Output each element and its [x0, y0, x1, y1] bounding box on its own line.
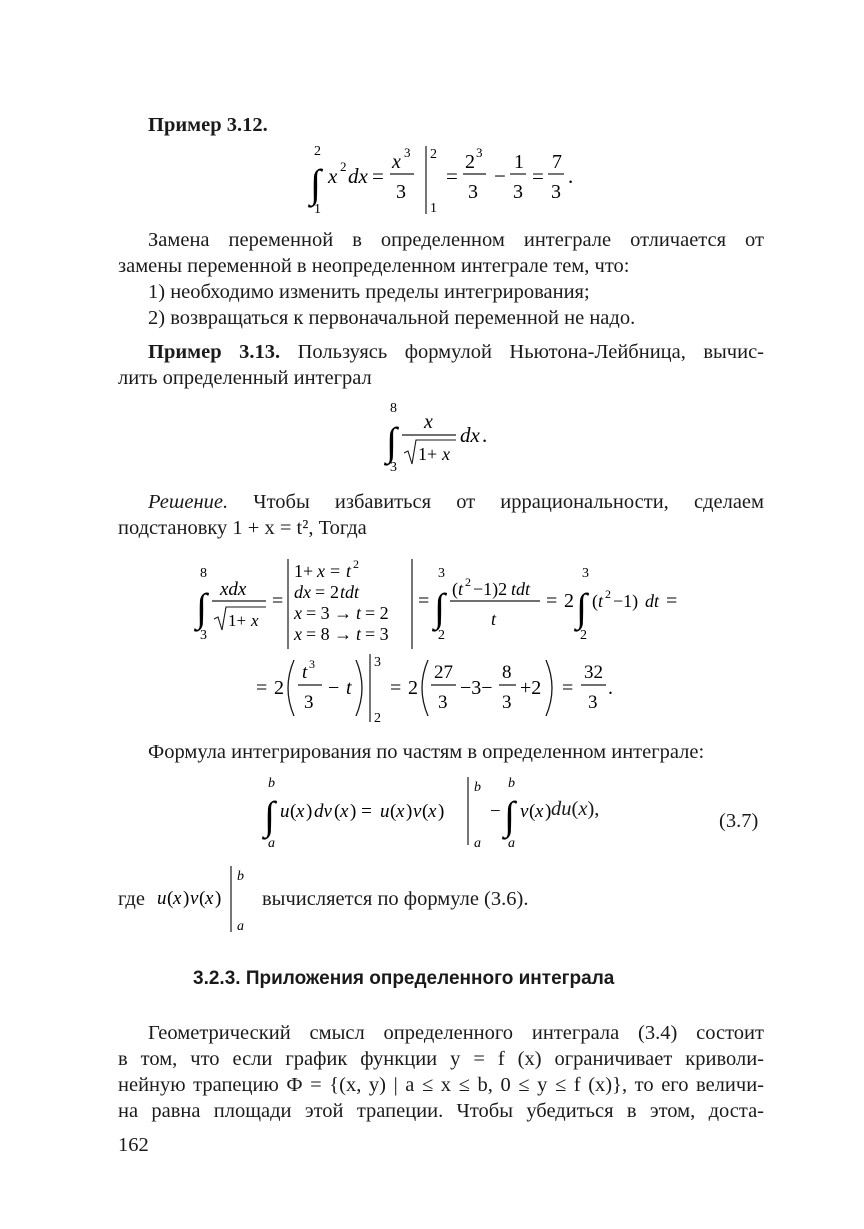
svg-text:x: x [294, 603, 302, 623]
svg-text:∫: ∫ [504, 793, 515, 838]
svg-text:=: = [390, 677, 402, 699]
svg-text:t: t [346, 561, 352, 581]
paragraph-last-line-3: нейную трапецию Ф = {(x, y) | a ≤ x ≤ b, 0 ≤ y ≤ f (x)}, то его величи- [118, 1074, 764, 1096]
svg-text:x: x [205, 888, 214, 909]
svg-text:3: 3 [396, 181, 406, 203]
list-item-2: 2) возвращаться к первоначальной переменной не надо. [148, 307, 636, 329]
svg-text:3: 3 [304, 692, 314, 713]
paragraph-last-line-1: Геометрический смысл определенного интеграла (3.4) состоит [148, 1022, 764, 1044]
svg-text:∫: ∫ [576, 585, 587, 630]
svg-text:2: 2 [580, 628, 587, 643]
svg-text:3: 3 [390, 460, 397, 475]
svg-text:x: x [396, 801, 405, 822]
where-tail: вычисляется по формуле (3.6). [262, 888, 529, 910]
svg-text:.: . [568, 164, 574, 188]
svg-text:1: 1 [430, 201, 437, 216]
svg-text:=: = [315, 582, 326, 602]
svg-text:v: v [520, 801, 529, 822]
svg-text:=: = [372, 164, 384, 188]
svg-text:2: 2 [438, 628, 445, 643]
svg-text:−: − [494, 164, 506, 188]
svg-text:3: 3 [551, 181, 561, 203]
formula-3-7-tail: du(x), [551, 798, 600, 820]
svg-text:27: 27 [434, 662, 453, 683]
svg-text:x: x [424, 411, 433, 433]
svg-text:2: 2 [465, 575, 471, 589]
svg-text:∫: ∫ [434, 585, 445, 630]
svg-text:8: 8 [200, 566, 207, 581]
svg-text:dx: dx [348, 164, 368, 188]
svg-text:): ) [406, 801, 413, 822]
svg-text:3: 3 [476, 145, 483, 160]
svg-text:−: − [490, 801, 501, 822]
equation-number-3-7: (3.7) [719, 810, 759, 832]
svg-text:2: 2 [408, 677, 418, 699]
svg-text:x: x [294, 624, 302, 644]
svg-text:2: 2 [564, 590, 574, 612]
where-word: где [118, 888, 145, 910]
example-3-13-text: Пользуясь формулой Ньютона-Лейбница, вычис- [280, 341, 765, 363]
svg-text:): ) [306, 801, 313, 822]
svg-text:−1)2: −1)2 [473, 579, 508, 599]
svg-text:= 3: = 3 [365, 624, 389, 644]
svg-text:u: u [157, 888, 167, 909]
svg-text:1: 1 [314, 202, 321, 217]
svg-text:−1): −1) [613, 591, 639, 611]
svg-text:x: x [251, 611, 259, 630]
svg-text:∫: ∫ [264, 793, 275, 838]
paragraph-last-line-2: в том, что если график функции y = f (x) ограничивает криволи- [118, 1048, 764, 1070]
svg-text:dt: dt [645, 591, 660, 611]
svg-text:b: b [474, 780, 481, 795]
svg-text:(: ( [452, 579, 458, 599]
svg-text:−3−: −3− [460, 677, 493, 699]
svg-text:t: t [346, 677, 352, 699]
svg-text:= 8 →: = 8 → [306, 624, 353, 644]
svg-text:∫: ∫ [196, 585, 207, 630]
svg-text:v: v [190, 888, 199, 909]
page-number: 162 [118, 1134, 149, 1156]
svg-text:(: ( [529, 801, 536, 822]
solution-text: Чтобы избавиться от иррациональности, сделаем [228, 491, 764, 513]
example-3-12-heading: Пример 3.12. [148, 114, 268, 136]
svg-text:= 3 →: = 3 → [306, 603, 353, 623]
solution-label: Решение. [148, 491, 229, 513]
svg-text:a: a [237, 919, 244, 934]
svg-text:=: = [256, 677, 268, 699]
svg-text:t: t [491, 609, 497, 629]
svg-text:8: 8 [390, 401, 397, 416]
section-heading: 3.2.3. Приложения определенного интеграла [193, 968, 615, 989]
svg-text:3: 3 [513, 181, 523, 203]
svg-text:dv: dv [314, 801, 332, 822]
svg-text:t: t [356, 624, 362, 644]
svg-text:): ) [438, 801, 445, 822]
svg-text:3: 3 [374, 655, 381, 670]
svg-text:.: . [608, 677, 613, 699]
svg-text:u: u [380, 801, 390, 822]
svg-text:): ) [183, 888, 190, 909]
svg-text:tdt: tdt [340, 582, 360, 602]
svg-text:3: 3 [582, 566, 589, 581]
svg-text:(: ( [167, 888, 174, 909]
svg-text:(: ( [422, 801, 429, 822]
example-3-13-line-2: лить определенный интеграл [118, 367, 372, 389]
svg-text:=: = [546, 590, 558, 612]
svg-text:2: 2 [314, 144, 321, 159]
solution-line-1 [148, 489, 764, 516]
svg-text:x: x [328, 164, 338, 188]
svg-text:x: x [173, 888, 182, 909]
svg-text:a: a [474, 836, 481, 851]
svg-text:=: = [418, 590, 430, 612]
svg-text:x: x [442, 444, 450, 464]
svg-text:1+: 1+ [418, 444, 438, 464]
example-3-13-heading: Пример 3.13. [148, 341, 281, 363]
svg-text:.: . [482, 423, 488, 447]
svg-text:2: 2 [274, 677, 284, 699]
svg-text:) =: ) = [350, 801, 372, 822]
svg-text:x: x [340, 801, 349, 822]
svg-text:a: a [508, 836, 515, 851]
svg-text:t: t [598, 591, 604, 611]
formula-substitution [190, 555, 690, 655]
svg-text:1: 1 [514, 151, 524, 173]
formula-3-7 [258, 773, 578, 853]
svg-text:x: x [535, 801, 544, 822]
svg-text:(: ( [592, 591, 598, 611]
svg-text:=: = [666, 590, 678, 612]
svg-text:t: t [302, 662, 308, 683]
formula-where-uv [155, 864, 255, 934]
svg-text:x: x [392, 151, 401, 173]
parts-intro-line: Формула интегрирования по частям в определенном интеграле: [148, 741, 705, 763]
svg-text:3: 3 [468, 181, 478, 203]
svg-text:2: 2 [605, 587, 611, 601]
svg-text:+2: +2 [520, 677, 542, 699]
svg-text:7: 7 [552, 151, 562, 173]
svg-text:2: 2 [374, 711, 381, 726]
svg-text:2: 2 [330, 582, 339, 602]
svg-text:∫: ∫ [310, 161, 321, 206]
svg-text:=: = [272, 590, 284, 612]
svg-text:3: 3 [502, 692, 512, 713]
svg-text:tdt: tdt [511, 579, 531, 599]
svg-text:xdx: xdx [220, 579, 247, 600]
svg-text:b: b [508, 776, 515, 791]
svg-text:=: = [446, 164, 458, 188]
paragraph-1-line-1: Замена переменной в определенном интеграле отличается от [148, 229, 764, 251]
svg-text:(: ( [199, 888, 206, 909]
svg-text:3: 3 [438, 566, 445, 581]
svg-text:2: 2 [465, 151, 475, 173]
formula-example-3-12 [300, 140, 580, 220]
svg-text:1+: 1+ [228, 611, 247, 630]
svg-text:(: ( [290, 801, 297, 822]
svg-text:u: u [280, 801, 290, 822]
svg-text:3: 3 [588, 692, 598, 713]
paragraph-last-line-4: на равна площади этой трапеции. Чтобы убедиться в этом, доста- [118, 1100, 764, 1122]
formula-integral-to-compute [380, 398, 500, 478]
svg-text:−: − [328, 677, 340, 699]
svg-text:a: a [268, 836, 275, 851]
svg-text:2: 2 [353, 557, 359, 571]
svg-text:3: 3 [309, 657, 315, 671]
svg-text:t: t [356, 603, 362, 623]
svg-text:dx: dx [460, 423, 480, 447]
formula-substitution-result [250, 650, 620, 730]
svg-text:3: 3 [404, 145, 411, 160]
svg-text:x: x [317, 561, 325, 581]
list-item-1: 1) необходимо изменить пределы интегрирования; [148, 281, 590, 303]
svg-text:8: 8 [502, 662, 512, 683]
svg-text:v: v [413, 801, 422, 822]
svg-text:(: ( [334, 801, 341, 822]
svg-text:∫: ∫ [386, 419, 397, 464]
svg-text:b: b [237, 869, 244, 884]
svg-text:=: = [330, 561, 341, 581]
svg-text:x: x [296, 801, 305, 822]
svg-text:=: = [562, 677, 574, 699]
svg-text:dx: dx [294, 582, 311, 602]
paragraph-1-line-2: замены переменной в неопределенном интеграле тем, что: [118, 255, 630, 277]
svg-text:): ) [545, 801, 552, 822]
svg-text:t: t [458, 579, 464, 599]
solution-line-2: подстановку 1 + x = t², Тогда [118, 517, 367, 539]
example-3-13-line-1 [148, 339, 764, 366]
svg-text:2: 2 [340, 159, 347, 174]
svg-text:2: 2 [430, 147, 437, 162]
svg-text:3: 3 [438, 692, 448, 713]
svg-text:=: = [532, 164, 544, 188]
svg-text:(: ( [390, 801, 397, 822]
svg-text:x: x [428, 801, 437, 822]
svg-text:b: b [268, 776, 275, 791]
svg-text:32: 32 [584, 662, 603, 683]
svg-text:= 2: = 2 [365, 603, 389, 623]
svg-text:3: 3 [200, 628, 207, 643]
svg-text:1+: 1+ [294, 561, 314, 581]
svg-text:): ) [215, 888, 222, 909]
